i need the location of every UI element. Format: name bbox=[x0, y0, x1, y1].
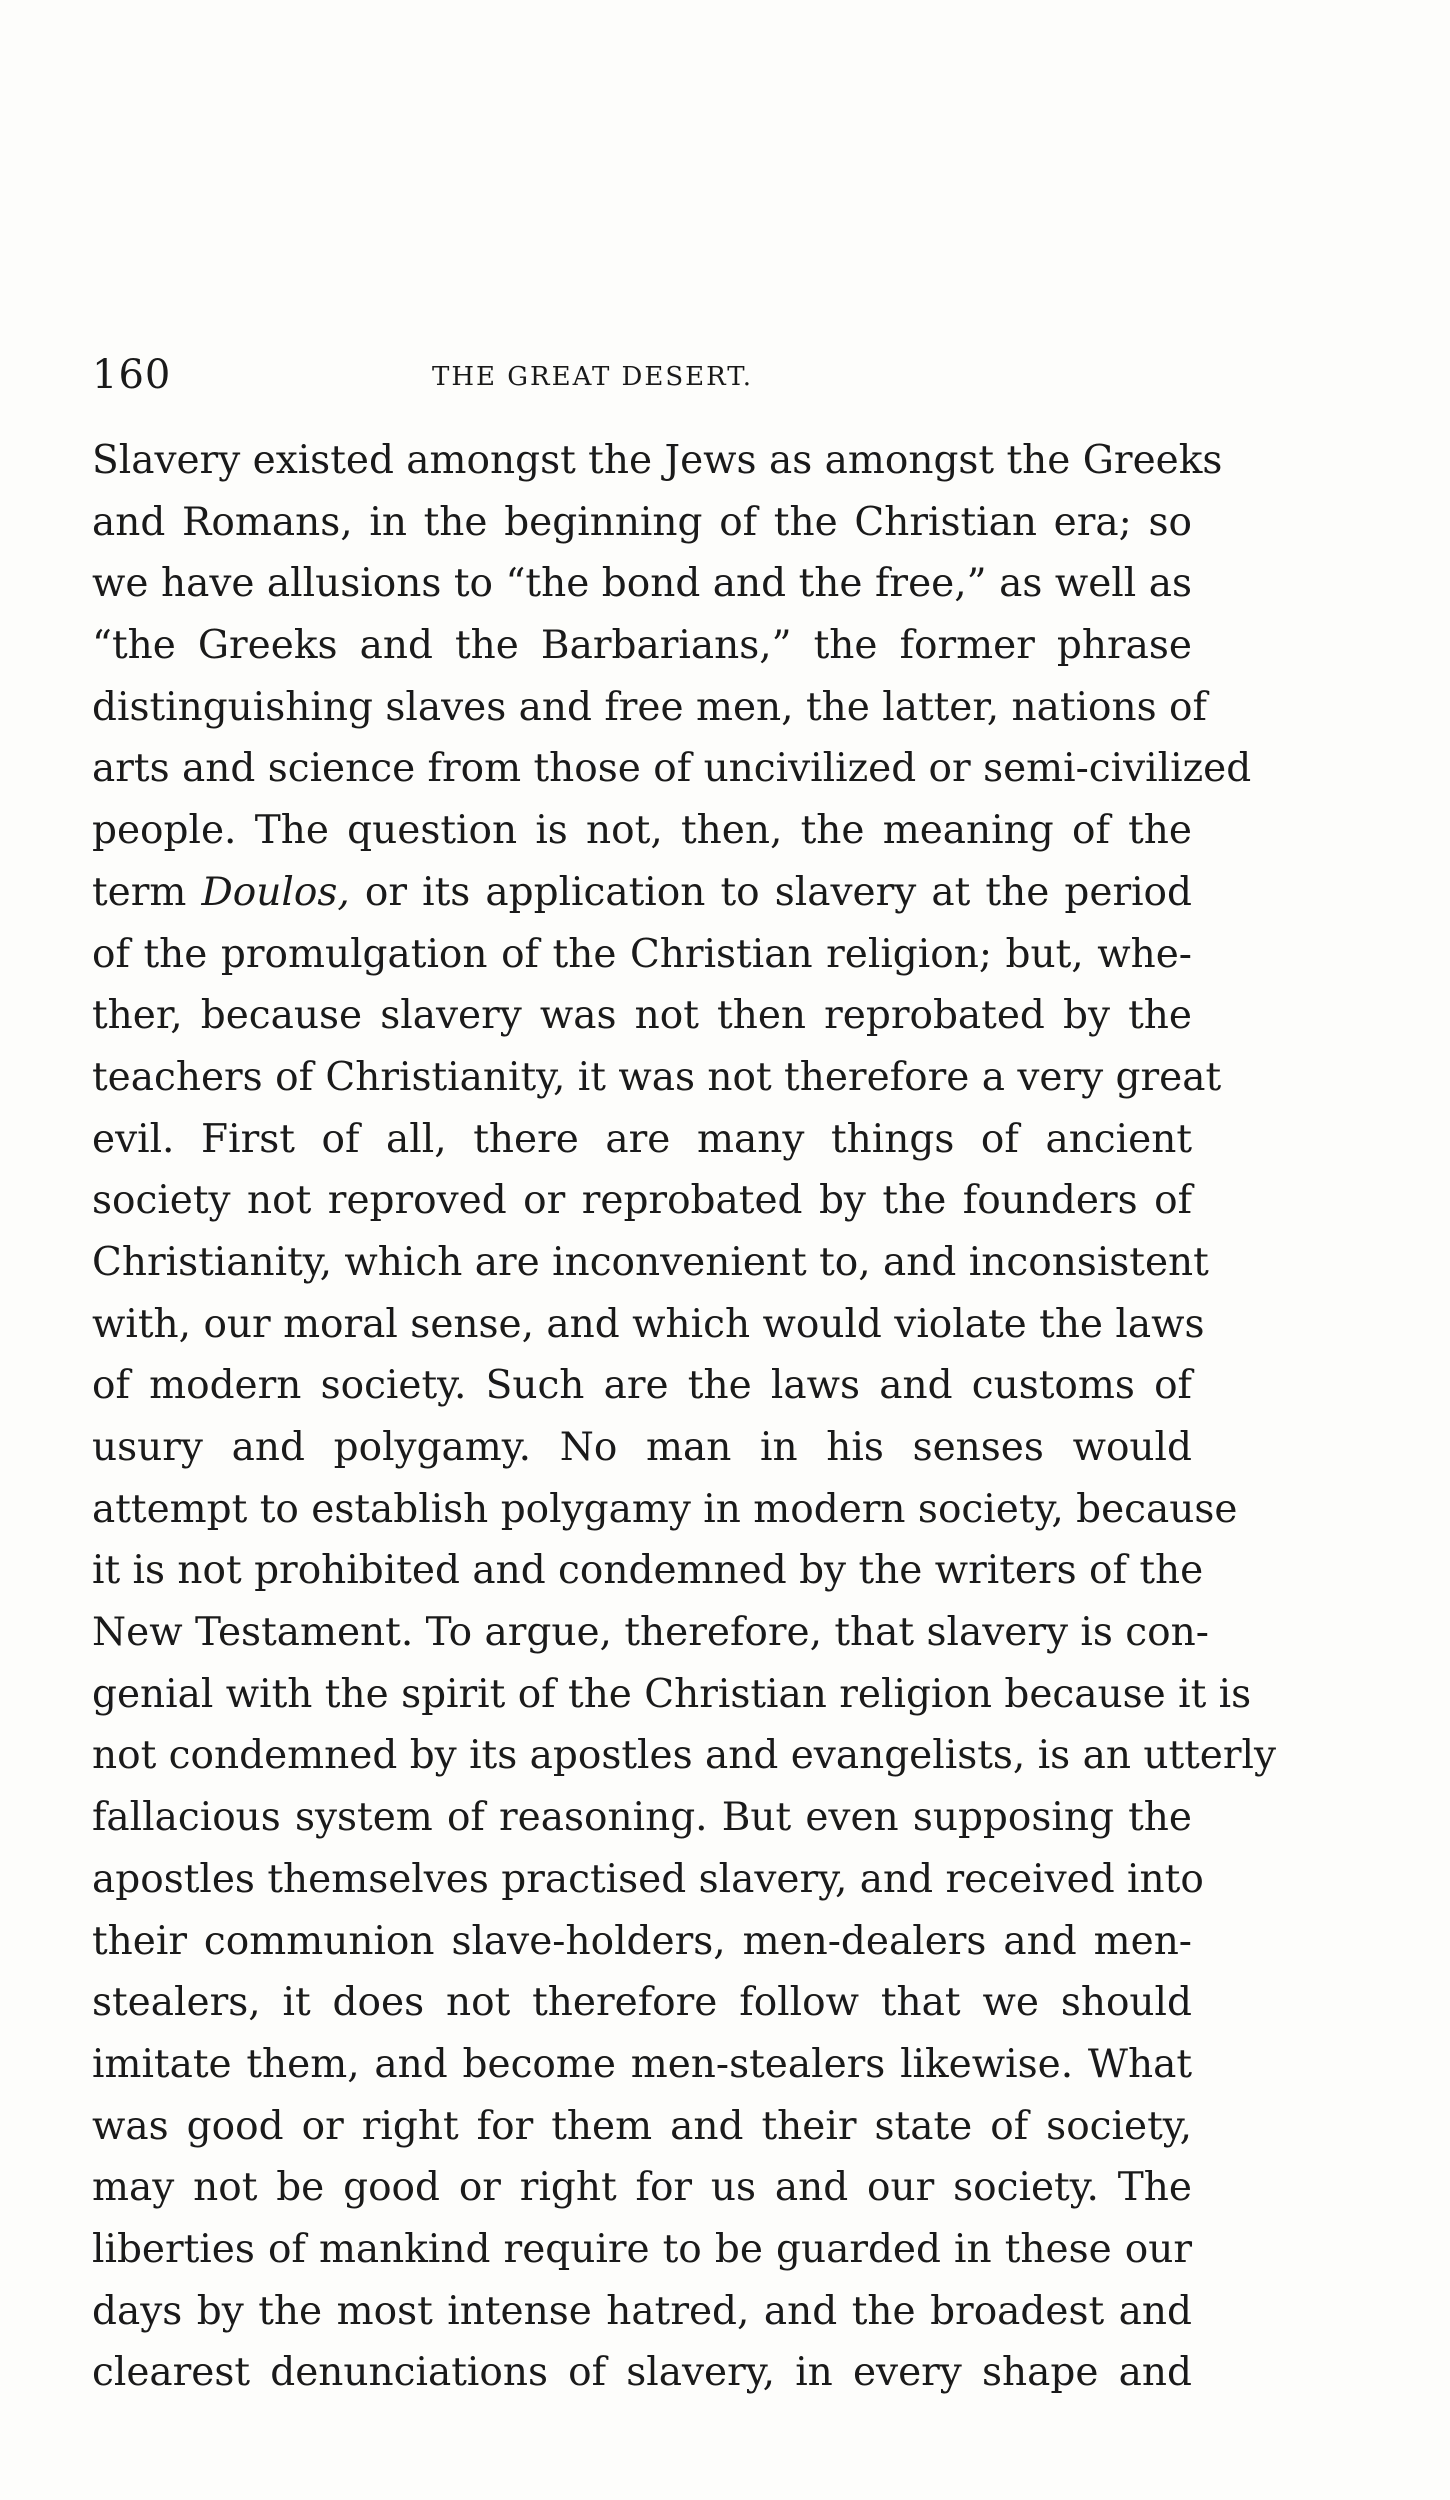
text-line: may not be good or right for us and our society. The bbox=[92, 2165, 1192, 2211]
text-line: people. The question is not, then, the meaning of the bbox=[92, 808, 1192, 854]
text-line: not condemned by its apostles and evangelists, is an utterly bbox=[92, 1733, 1277, 1779]
text-line: genial with the spirit of the Christian religion because it is bbox=[92, 1671, 1252, 1717]
text-line: Slavery existed amongst the Jews as amongst the Greeks bbox=[92, 438, 1223, 483]
text-line: evil. First of all, there are many things of ancient bbox=[92, 1116, 1192, 1162]
text-line: of modern society. Such are the laws and customs of bbox=[92, 1363, 1192, 1409]
text-line: of the promulgation of the Christian religion; but, whe- bbox=[92, 931, 1192, 977]
running-title: THE GREAT DESERT. bbox=[432, 362, 754, 392]
text-line: imitate them, and become men-stealers likewise. What bbox=[92, 2041, 1192, 2087]
text-line: we have allusions to “the bond and the free,” as well as bbox=[92, 561, 1192, 607]
text-line: distinguishing slaves and free men, the latter, nations of bbox=[92, 684, 1207, 730]
text-line: clearest denunciations of slavery, in every shape and bbox=[92, 2350, 1192, 2396]
italic-term: Doulos, bbox=[201, 869, 350, 915]
text-line: and Romans, in the beginning of the Christian era; so bbox=[92, 499, 1192, 545]
text-line: apostles themselves practised slavery, and received into bbox=[92, 1856, 1204, 1902]
text-line: arts and science from those of uncivilized or semi-civilized bbox=[92, 746, 1252, 792]
page-number: 160 bbox=[92, 352, 172, 398]
text-line: stealers, it does not therefore follow that we should bbox=[92, 1980, 1192, 2026]
text-line-with-italic bbox=[92, 862, 1192, 924]
text-line: usury and polygamy. No man in his senses would bbox=[92, 1425, 1192, 1470]
line-start: term bbox=[92, 869, 187, 915]
text-line: it is not prohibited and condemned by the writers of the bbox=[92, 1548, 1204, 1594]
text-line: attempt to establish polygamy in modern society, because bbox=[92, 1486, 1238, 1532]
text-line: with, our moral sense, and which would violate the laws bbox=[92, 1301, 1205, 1347]
text-line: New Testament. To argue, therefore, that slavery is con- bbox=[92, 1610, 1209, 1656]
text-line: “the Greeks and the Barbarians,” the former phrase bbox=[92, 623, 1192, 669]
text-line: days by the most intense hatred, and the broadest and bbox=[92, 2288, 1192, 2334]
text-line: was good or right for them and their state of society, bbox=[92, 2103, 1192, 2149]
text-line: their communion slave-holders, men-dealers and men- bbox=[92, 1918, 1192, 1964]
body-text bbox=[92, 430, 1277, 2404]
text-line: fallacious system of reasoning. But even supposing the bbox=[92, 1795, 1192, 1841]
text-line: teachers of Christianity, it was not therefore a very great bbox=[92, 1054, 1222, 1100]
text-line: ther, because slavery was not then reprobated by the bbox=[92, 993, 1192, 1039]
text-line: society not reproved or reprobated by the founders of bbox=[92, 1178, 1192, 1224]
text-line: Christianity, which are inconvenient to, and inconsistent bbox=[92, 1239, 1209, 1285]
line-rest: or its application to slavery at the period bbox=[364, 869, 1193, 915]
text-line: liberties of mankind require to be guarded in these our bbox=[92, 2226, 1192, 2272]
page-header bbox=[92, 352, 1192, 412]
